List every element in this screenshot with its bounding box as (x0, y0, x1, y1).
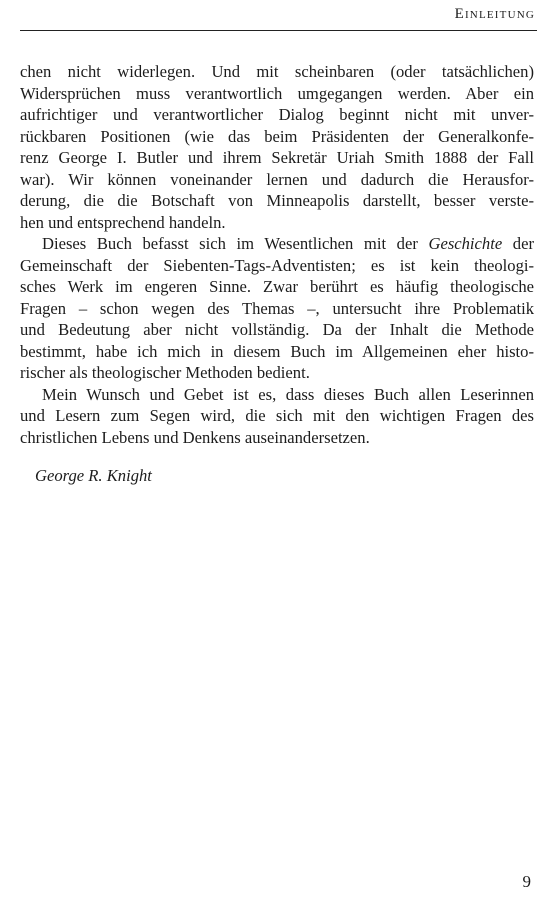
text-line: Widersprüchen muss verantwortlich umgegangen werden. Aber ein (20, 83, 534, 103)
text-line: und Lesern zum Segen wird, die sich mit den wichtigen Fragen des (20, 406, 534, 425)
text-line: chen nicht widerlegen. Und mit scheinbaren (oder tatsächlichen) (20, 62, 534, 81)
text-line: bestimmt, habe ich mich in diesem Buch im Allgemeinen eher histo- (20, 341, 534, 361)
text-line: rischer als theologischer Methoden bedient. (20, 363, 310, 382)
author-signature: George R. Knight (35, 466, 152, 485)
header-rule (20, 30, 537, 31)
paragraph-2 (20, 233, 534, 384)
body-text (20, 61, 534, 448)
text-line (20, 233, 534, 255)
emphasis-text: Geschichte (428, 234, 503, 253)
text-line: hen und entsprechend handeln. (20, 212, 226, 232)
page-number: 9 (522, 872, 531, 891)
paragraph-3 (20, 384, 534, 449)
text-run: der (502, 234, 534, 253)
text-line: aufrichtiger und verantwortlicher Dialog beginnt nicht mit unver- (20, 105, 534, 124)
paragraph-1 (20, 61, 534, 233)
text-line: derung, die die Botschaft von Minneapolis darstellt, besser verste- (20, 191, 534, 210)
text-line: rückbaren Positionen (wie das beim Präsidenten der Generalkonfe- (20, 126, 534, 146)
text-line: sches Werk im engeren Sinne. Zwar berührt es häufig theologische (20, 277, 534, 296)
text-line: christlichen Lebens und Denkens auseinandersetzen. (20, 427, 370, 447)
text-line: und Bedeutung aber nicht vollständig. Da der Inhalt die Methode (20, 320, 534, 339)
text-line: war). Wir können voneinander lernen und dadurch die Herausfor- (20, 169, 534, 189)
text-line: Fragen – schon wegen des Themas –, untersucht ihre Problematik (20, 298, 534, 318)
running-head: Einleitung (454, 6, 535, 22)
text-line: Mein Wunsch und Gebet ist es, dass dieses Buch allen Leserinnen (42, 384, 534, 404)
text-run: Dieses Buch befasst sich im Wesentlichen mit der (42, 234, 429, 253)
text-line: renz George I. Butler und ihrem Sekretär Uriah Smith 1888 der Fall (20, 148, 534, 167)
text-line: Gemeinschaft der Siebenten-Tags-Adventisten; es ist kein theologi- (20, 255, 534, 275)
